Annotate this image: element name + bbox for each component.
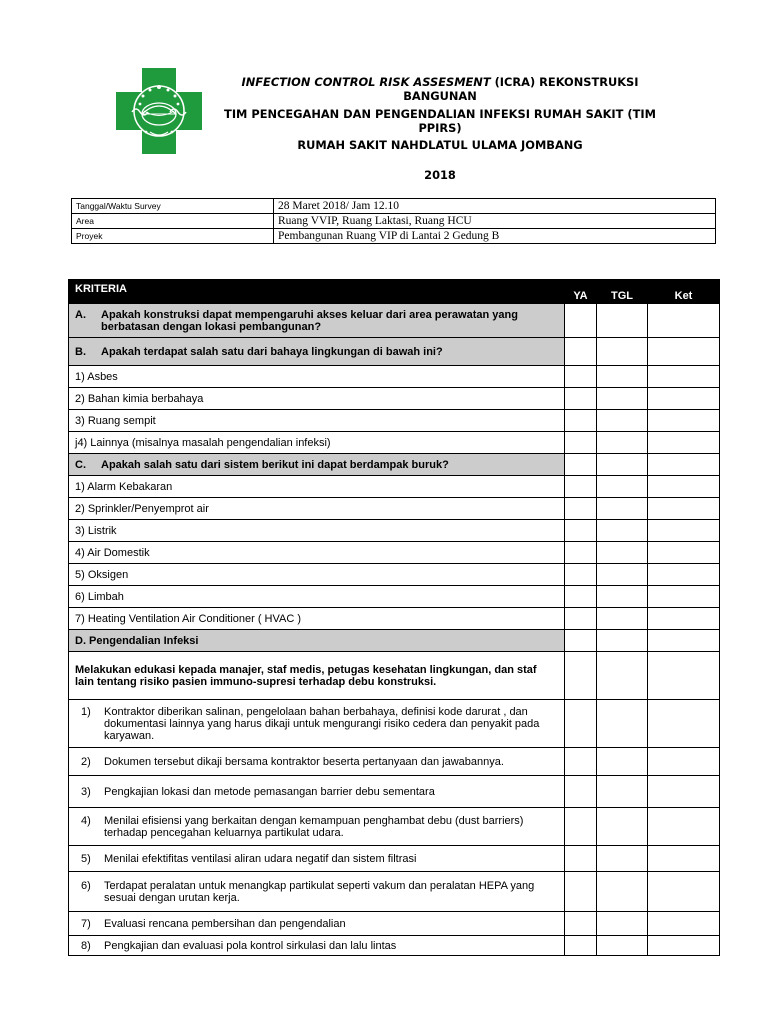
section-d-label: D. Pengendalian Infeksi (69, 630, 565, 652)
ket-cell[interactable] (648, 542, 720, 564)
ket-cell[interactable] (648, 388, 720, 410)
ya-cell[interactable] (565, 366, 597, 388)
table-row (69, 542, 720, 564)
item-label: 2) Sprinkler/Penyemprot air (69, 498, 565, 520)
item-label: 6) Limbah (69, 586, 565, 608)
ya-cell[interactable] (565, 410, 597, 432)
tgl-cell[interactable] (597, 608, 648, 630)
ket-cell[interactable] (648, 912, 720, 936)
item-label: 2) Bahan kimia berbahaya (69, 388, 565, 410)
ket-cell[interactable] (648, 586, 720, 608)
ya-cell[interactable] (565, 454, 597, 476)
table-row (69, 410, 720, 432)
ket-cell[interactable] (648, 652, 720, 700)
ya-cell[interactable] (565, 776, 597, 808)
tgl-cell[interactable] (597, 586, 648, 608)
tgl-cell[interactable] (597, 366, 648, 388)
info-row-area (72, 214, 716, 229)
info-label: Area (72, 214, 274, 229)
ya-cell[interactable] (565, 808, 597, 846)
table-row (69, 586, 720, 608)
tgl-cell[interactable] (597, 776, 648, 808)
table-row (69, 564, 720, 586)
tgl-cell[interactable] (597, 476, 648, 498)
col-ket-header: Ket (648, 280, 720, 304)
ya-cell[interactable] (565, 608, 597, 630)
ya-cell[interactable] (565, 912, 597, 936)
item-label: 5) Menilai efektifitas ventilasi aliran udara negatif dan sistem filtrasi (69, 846, 565, 872)
ya-cell[interactable] (565, 542, 597, 564)
tgl-cell[interactable] (597, 542, 648, 564)
ket-cell[interactable] (648, 432, 720, 454)
table-row (69, 432, 720, 454)
ket-cell[interactable] (648, 700, 720, 748)
ket-cell[interactable] (648, 808, 720, 846)
tgl-cell[interactable] (597, 338, 648, 366)
tgl-cell[interactable] (597, 630, 648, 652)
item-label: 3) Listrik (69, 520, 565, 542)
info-label: Proyek (72, 229, 274, 244)
header-team: TIM PENCEGAHAN DAN PENGENDALIAN INFEKSI RUMAH SAKIT (TIM PPIRS) (224, 107, 656, 135)
info-label: Tanggal/Waktu Survey (72, 199, 274, 214)
ya-cell[interactable] (565, 748, 597, 776)
ket-cell[interactable] (648, 748, 720, 776)
item-label: 7) Heating Ventilation Air Conditioner ( HVAC ) (69, 608, 565, 630)
tgl-cell[interactable] (597, 748, 648, 776)
table-row (69, 748, 720, 776)
section-c-row (69, 454, 720, 476)
ya-cell[interactable] (565, 652, 597, 700)
table-header-row (69, 280, 720, 304)
hospital-logo (116, 68, 202, 154)
section-a-label: A. Apakah konstruksi dapat mempengaruhi akses keluar dari area perawatan yang berbatasan dengan lokasi pembangunan? (69, 304, 565, 338)
ket-cell[interactable] (648, 776, 720, 808)
ya-cell[interactable] (565, 476, 597, 498)
table-row (69, 776, 720, 808)
table-row (69, 912, 720, 936)
section-b-label: B. Apakah terdapat salah satu dari bahaya lingkungan di bawah ini? (69, 338, 565, 366)
tgl-cell[interactable] (597, 304, 648, 338)
col-kriteria-header: KRITERIA (69, 280, 565, 304)
ya-cell[interactable] (565, 586, 597, 608)
section-c-label: C. Apakah salah satu dari sistem berikut ini dapat berdampak buruk? (69, 454, 565, 476)
item-label: 3) Ruang sempit (69, 410, 565, 432)
section-a-row (69, 304, 720, 338)
ket-cell[interactable] (648, 846, 720, 872)
info-value: 28 Maret 2018/ Jam 12.10 (274, 199, 716, 214)
header-year: 2018 (424, 168, 456, 182)
table-row (69, 936, 720, 956)
tgl-cell[interactable] (597, 872, 648, 912)
col-ya-header: YA (565, 280, 597, 304)
ket-cell[interactable] (648, 630, 720, 652)
tgl-cell[interactable] (597, 808, 648, 846)
ya-cell[interactable] (565, 630, 597, 652)
ket-cell[interactable] (648, 608, 720, 630)
item-label: 1) Asbes (69, 366, 565, 388)
ya-cell[interactable] (565, 432, 597, 454)
table-row (69, 872, 720, 912)
info-row-project (72, 229, 716, 244)
info-value: Pembangunan Ruang VIP di Lantai 2 Gedung B (274, 229, 716, 244)
survey-info-table (71, 198, 716, 244)
item-label: 3) Pengkajian lokasi dan metode pemasangan barrier debu sementara (69, 776, 565, 808)
item-label: 5) Oksigen (69, 564, 565, 586)
ket-cell[interactable] (648, 410, 720, 432)
ket-cell[interactable] (648, 366, 720, 388)
ya-cell[interactable] (565, 498, 597, 520)
table-row (69, 498, 720, 520)
tgl-cell[interactable] (597, 410, 648, 432)
tgl-cell[interactable] (597, 432, 648, 454)
ket-cell[interactable] (648, 498, 720, 520)
item-label: j4) Lainnya (misalnya masalah pengendalian infeksi) (69, 432, 565, 454)
tgl-cell[interactable] (597, 846, 648, 872)
table-row (69, 700, 720, 748)
table-row (69, 366, 720, 388)
ket-cell[interactable] (648, 454, 720, 476)
tgl-cell[interactable] (597, 454, 648, 476)
ya-cell[interactable] (565, 700, 597, 748)
d-intro-row (69, 652, 720, 700)
info-row-date (72, 199, 716, 214)
ket-cell[interactable] (648, 304, 720, 338)
table-row (69, 520, 720, 542)
ya-cell[interactable] (565, 564, 597, 586)
ya-cell[interactable] (565, 338, 597, 366)
ya-cell[interactable] (565, 936, 597, 956)
table-row (69, 846, 720, 872)
tgl-cell[interactable] (597, 700, 648, 748)
tgl-cell[interactable] (597, 388, 648, 410)
ya-cell[interactable] (565, 304, 597, 338)
tgl-cell[interactable] (597, 912, 648, 936)
ket-cell[interactable] (648, 872, 720, 912)
header-title: INFECTION CONTROL RISK ASSESMENT (ICRA) REKONSTRUKSI BANGUNAN (241, 75, 639, 103)
ket-cell[interactable] (648, 338, 720, 366)
tgl-cell[interactable] (597, 520, 648, 542)
item-label: 7) Evaluasi rencana pembersihan dan pengendalian (69, 912, 565, 936)
section-b-row (69, 338, 720, 366)
tgl-cell[interactable] (597, 498, 648, 520)
tgl-cell[interactable] (597, 564, 648, 586)
ket-cell[interactable] (648, 936, 720, 956)
item-label: 4) Menilai efisiensi yang berkaitan dengan kemampuan penghambat debu (dust barriers) terhadap pencegahan keluarnya partikulat udara. (69, 808, 565, 846)
ket-cell[interactable] (648, 476, 720, 498)
info-value: Ruang VVIP, Ruang Laktasi, Ruang HCU (274, 214, 716, 229)
item-label: 6) Terdapat peralatan untuk menangkap partikulat seperti vakum dan peralatan HEPA yang sesuai dengan urutan kerja. (69, 872, 565, 912)
item-label: 2) Dokumen tersebut dikaji bersama kontraktor beserta pertanyaan dan jawabannya. (69, 748, 565, 776)
table-row (69, 476, 720, 498)
table-row (69, 388, 720, 410)
criteria-table (68, 279, 720, 956)
ya-cell[interactable] (565, 388, 597, 410)
ket-cell[interactable] (648, 520, 720, 542)
item-label: 1) Alarm Kebakaran (69, 476, 565, 498)
table-row (69, 608, 720, 630)
ya-cell[interactable] (565, 872, 597, 912)
section-d-row (69, 630, 720, 652)
table-row (69, 808, 720, 846)
ya-cell[interactable] (565, 520, 597, 542)
tgl-cell[interactable] (597, 936, 648, 956)
item-label: 1) Kontraktor diberikan salinan, pengelolaan bahan berbahaya, definisi kode darurat , dan dokumentasi lainnya yang harus dikaji untuk mengurangi risiko cedera dan penyakit pada karyawan. (69, 700, 565, 748)
ya-cell[interactable] (565, 846, 597, 872)
tgl-cell[interactable] (597, 652, 648, 700)
item-label: 4) Air Domestik (69, 542, 565, 564)
header-hospital: RUMAH SAKIT NAHDLATUL ULAMA JOMBANG (297, 138, 583, 152)
item-label: 8) Pengkajian dan evaluasi pola kontrol sirkulasi dan lalu lintas (69, 936, 565, 956)
d-intro-text: Melakukan edukasi kepada manajer, staf medis, petugas kesehatan lingkungan, dan staf lain tentang risiko pasien immuno-supresi terhadap debu konstruksi. (69, 652, 565, 700)
col-tgl-header: TGL (597, 280, 648, 304)
ket-cell[interactable] (648, 564, 720, 586)
